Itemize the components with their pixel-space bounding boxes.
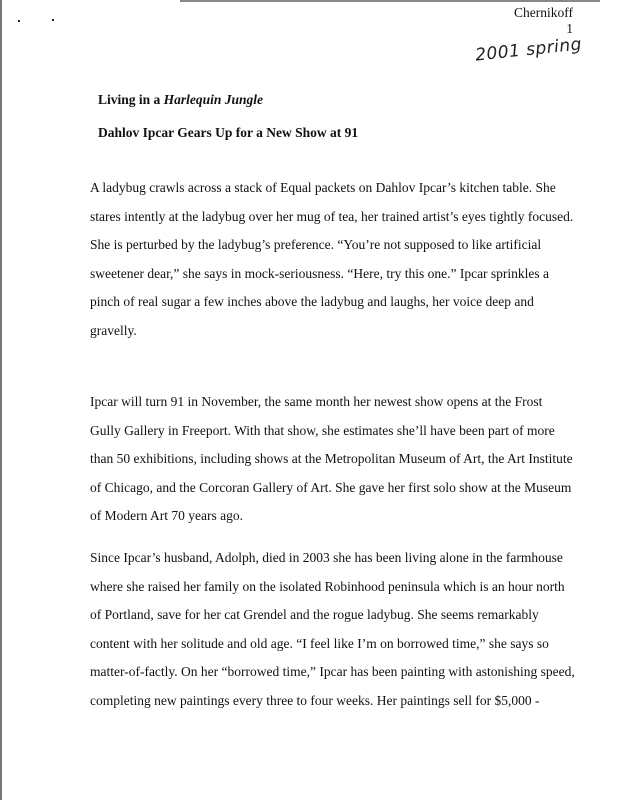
text-line: content with her solitude and old age. “I feel like I’m on borrowed time,” she says so <box>90 635 549 651</box>
paragraph <box>90 174 574 345</box>
author-name: Chernikoff <box>514 5 573 20</box>
text-line: A ladybug crawls across a stack of Equal packets on Dahlov Ipcar’s kitchen table. She <box>90 180 556 195</box>
text-line: Ipcar will turn 91 in November, the same month her newest show opens at the Frost <box>90 394 543 409</box>
title-italic: Harlequin Jungle <box>163 92 264 107</box>
text-line: sweetener dear,” she says in mock-seriousness. “Here, try this one.” Ipcar sprinkles a <box>90 265 550 281</box>
article-subtitle: Dahlov Ipcar Gears Up for a New Show at 91 <box>98 125 359 140</box>
article-title <box>98 92 263 108</box>
scan-edge-top <box>180 0 600 2</box>
text-line: matter-of-factly. On her “borrowed time,” Ipcar has been painting with astonishing speed, <box>90 664 575 679</box>
scan-speck <box>18 20 20 22</box>
text-line: of Chicago, and the Corcoran Gallery of Art. She gave her first solo show at the Museum <box>90 479 572 495</box>
scan-edge-left <box>0 0 2 800</box>
text-line: pinch of real sugar a few inches above the ladybug and laughs, her voice deep and <box>90 294 534 309</box>
text-line: gravelly. <box>90 322 137 338</box>
text-line: stares intently at the ladybug over her mug of tea, her trained artist’s eyes tightly focused. <box>90 208 574 224</box>
text-line: where she raised her family on the isolated Robinhood peninsula which is an hour north <box>90 578 565 594</box>
title-prefix: Living in a <box>98 92 164 107</box>
scan-speck <box>52 19 54 21</box>
text-line: of Portland, save for her cat Grendel and the rogue ladybug. She seems remarkably <box>90 607 539 622</box>
text-line: Since Ipcar’s husband, Adolph, died in 2003 she has been living alone in the farmhouse <box>90 550 563 565</box>
text-line: than 50 exhibitions, including shows at the Metropolitan Museum of Art, the Art Institute <box>90 451 573 466</box>
text-line: completing new paintings every three to four weeks. Her paintings sell for $5,000 - <box>90 692 540 708</box>
paragraph <box>90 388 573 531</box>
text-line: Gully Gallery in Freeport. With that show, she estimates she’ll have been part of more <box>90 422 555 438</box>
paragraph <box>90 544 575 715</box>
handwritten-note: 2001 spring <box>474 34 583 66</box>
text-line: of Modern Art 70 years ago. <box>90 508 243 523</box>
page-number: 1 <box>566 21 573 36</box>
text-line: She is perturbed by the ladybug’s preference. “You’re not supposed to like artificial <box>90 237 542 252</box>
